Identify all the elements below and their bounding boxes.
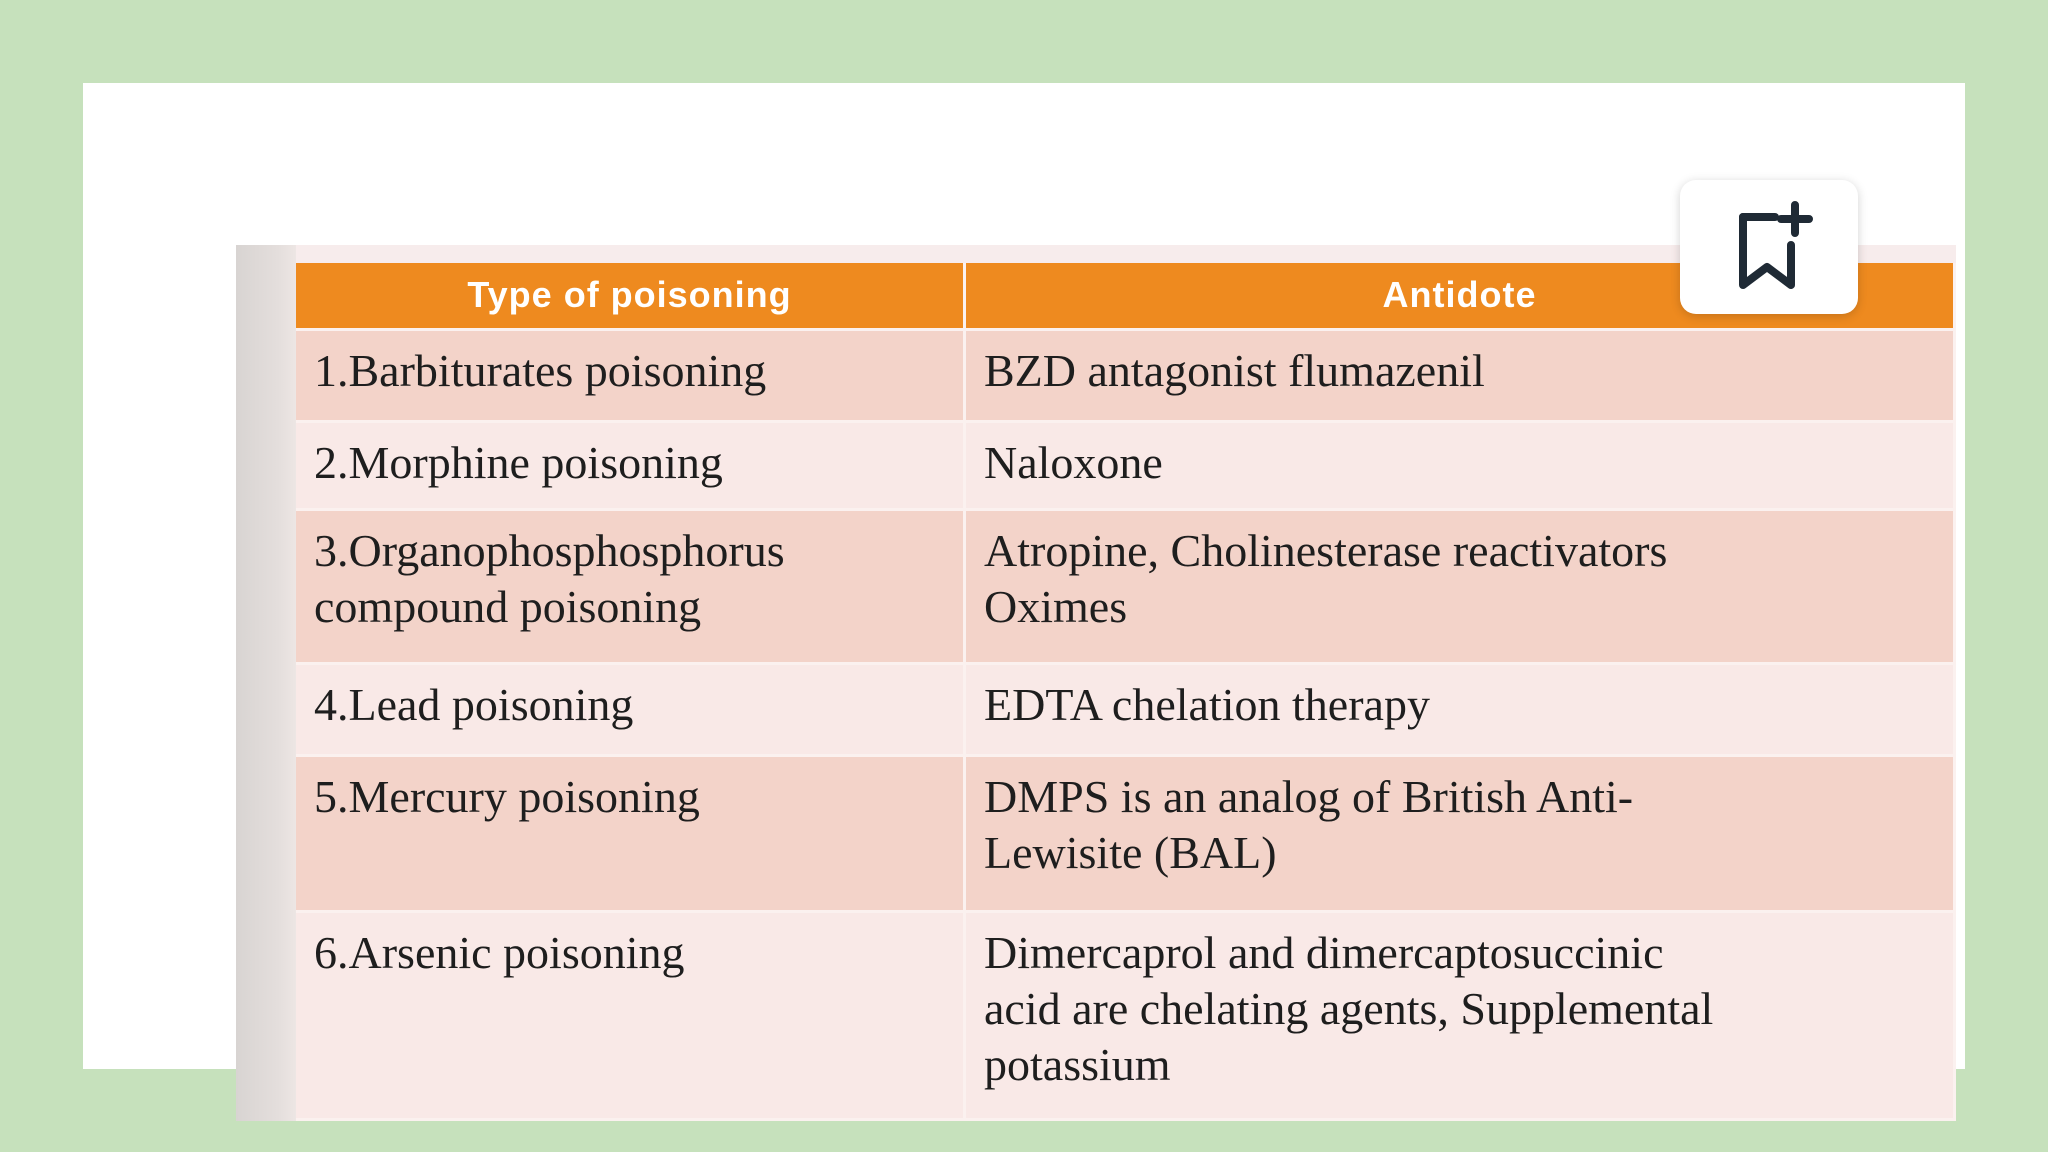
- table-header-type: Type of poisoning: [296, 263, 966, 331]
- table-cell-antidote: BZD antagonist flumazenil: [966, 331, 1956, 423]
- table-cell-antidote: Atropine, Cholinesterase reactivators Oximes: [966, 511, 1956, 665]
- table-cell-antidote: Dimercaprol and dimercaptosuccinic acid are chelating agents, Supplemental potassium: [966, 913, 1956, 1121]
- table-cell-poisoning: 5.Mercury poisoning: [296, 757, 966, 913]
- bookmark-add-icon: [1721, 197, 1817, 297]
- table-cell-antidote: Naloxone: [966, 423, 1956, 511]
- table-cell-antidote: EDTA chelation therapy: [966, 665, 1956, 757]
- slide-image: [236, 245, 1956, 1121]
- slide-left-edge: [236, 245, 296, 1121]
- table-cell-poisoning: 2.Morphine poisoning: [296, 423, 966, 511]
- table-cell-poisoning: 3.Organophosphosphorus compound poisoning: [296, 511, 966, 665]
- save-bookmark-button[interactable]: [1680, 180, 1858, 314]
- table-cell-poisoning: 4.Lead poisoning: [296, 665, 966, 757]
- table-cell-antidote: DMPS is an analog of British Anti- Lewisite (BAL): [966, 757, 1956, 913]
- table-cell-poisoning: 1.Barbiturates poisoning: [296, 331, 966, 423]
- table-header-antidote: Antidote: [966, 263, 1956, 331]
- table-cell-poisoning: 6.Arsenic poisoning: [296, 913, 966, 1121]
- antidote-table: [296, 263, 1956, 1121]
